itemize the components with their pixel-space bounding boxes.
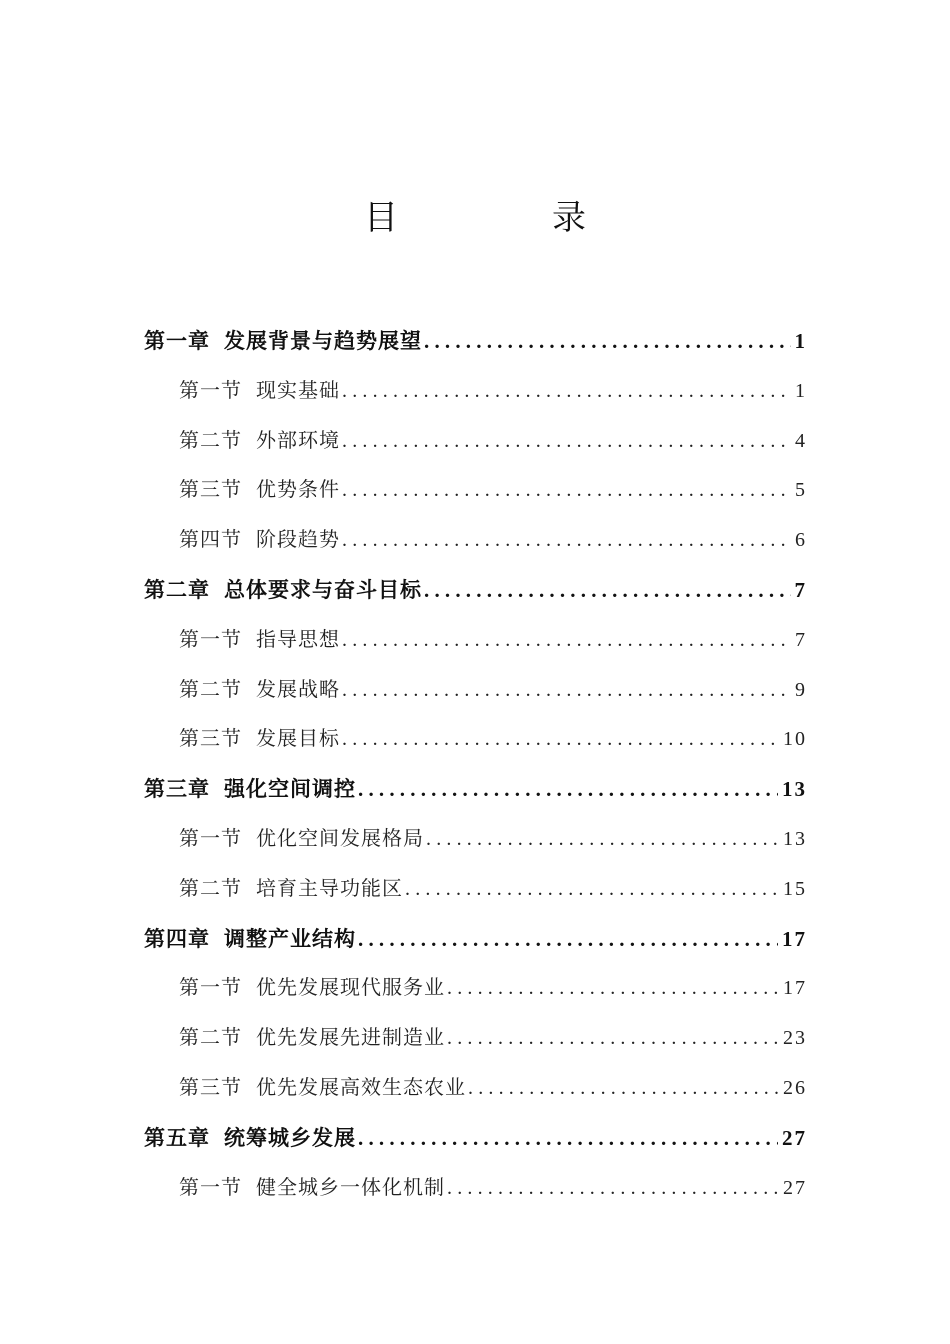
toc-page-number: 15 (783, 877, 807, 900)
toc-entry-number: 第二节 (179, 427, 242, 452)
toc-entry-title: 总体要求与奋斗目标 (224, 576, 422, 602)
toc-dot-leader (424, 566, 791, 615)
toc-dot-leader (342, 417, 791, 466)
toc-entry-number: 第二章 (144, 576, 210, 602)
toc-entry-number: 第三节 (179, 726, 242, 751)
toc-dot-leader (424, 317, 791, 366)
toc-section-entry[interactable] (144, 1163, 807, 1213)
toc-entry-title: 优先发展高效生态农业 (256, 1074, 466, 1099)
toc-entry-number: 第五章 (144, 1124, 210, 1150)
toc-page-number: 26 (783, 1076, 807, 1099)
toc-entry-number: 第三节 (179, 1074, 242, 1099)
toc-section-entry[interactable] (144, 1013, 807, 1063)
table-of-contents (144, 316, 807, 1212)
page-title: 目 录 (364, 198, 646, 238)
toc-dot-leader (447, 964, 779, 1013)
toc-entry-title: 统筹城乡发展 (224, 1124, 356, 1150)
toc-section-entry[interactable] (144, 465, 807, 515)
toc-entry-number: 第四节 (179, 527, 242, 552)
toc-chapter-entry[interactable] (144, 914, 807, 964)
toc-entry-title: 优先发展现代服务业 (256, 975, 445, 1000)
toc-section-entry[interactable] (144, 416, 807, 466)
toc-entry-title: 培育主导功能区 (256, 875, 403, 900)
toc-section-entry[interactable] (144, 714, 807, 764)
toc-dot-leader (358, 1114, 778, 1163)
toc-page-number: 5 (795, 479, 807, 502)
toc-entry-number: 第二节 (179, 676, 242, 701)
toc-dot-leader (358, 915, 778, 964)
toc-entry-title: 发展战略 (256, 676, 340, 701)
toc-page-number: 1 (795, 379, 807, 402)
toc-entry-title: 阶段趋势 (256, 527, 340, 552)
toc-page-number: 4 (795, 429, 807, 452)
toc-entry-number: 第一节 (179, 975, 242, 1000)
toc-section-entry[interactable] (144, 615, 807, 665)
toc-dot-leader (342, 367, 791, 416)
toc-section-entry[interactable] (144, 1063, 807, 1113)
toc-entry-title: 优化空间发展格局 (256, 825, 424, 850)
toc-entry-number: 第三节 (179, 477, 242, 502)
toc-chapter-entry[interactable] (144, 1113, 807, 1163)
toc-page-number: 6 (795, 529, 807, 552)
toc-entry-title: 强化空间调控 (224, 776, 356, 802)
toc-dot-leader (358, 765, 778, 814)
toc-dot-leader (342, 616, 791, 665)
toc-entry-title: 外部环境 (256, 427, 340, 452)
toc-page-number: 13 (783, 827, 807, 850)
toc-section-entry[interactable] (144, 963, 807, 1013)
toc-entry-title: 指导思想 (256, 626, 340, 651)
toc-page-number: 1 (794, 329, 807, 353)
toc-entry-number: 第一节 (179, 825, 242, 850)
toc-section-entry[interactable] (144, 814, 807, 864)
toc-page-number: 13 (782, 777, 807, 802)
toc-dot-leader (426, 815, 779, 864)
toc-entry-title: 优势条件 (256, 477, 340, 502)
toc-page-number: 7 (794, 577, 807, 602)
toc-dot-leader (342, 466, 791, 515)
toc-page-number: 10 (783, 728, 807, 751)
toc-section-entry[interactable] (144, 515, 807, 565)
toc-page-number: 23 (783, 1027, 807, 1050)
toc-section-entry[interactable] (144, 864, 807, 914)
toc-dot-leader (447, 1014, 779, 1063)
toc-entry-title: 现实基础 (256, 377, 340, 402)
toc-dot-leader (405, 865, 779, 914)
toc-entry-title: 优先发展先进制造业 (256, 1025, 445, 1050)
toc-section-entry[interactable] (144, 366, 807, 416)
toc-entry-number: 第一章 (144, 328, 210, 353)
toc-page-number: 9 (795, 678, 807, 701)
toc-entry-number: 第一节 (179, 626, 242, 651)
toc-dot-leader (447, 1164, 779, 1213)
toc-page-number: 27 (782, 1125, 807, 1150)
toc-page-number: 17 (782, 926, 807, 951)
toc-dot-leader (468, 1064, 779, 1113)
toc-chapter-entry[interactable] (144, 316, 807, 366)
toc-entry-title: 调整产业结构 (224, 925, 356, 951)
toc-entry-title: 健全城乡一体化机制 (256, 1174, 445, 1199)
toc-entry-number: 第一节 (179, 377, 242, 402)
toc-section-entry[interactable] (144, 665, 807, 715)
toc-entry-title: 发展目标 (256, 726, 340, 751)
toc-page-number: 27 (783, 1176, 807, 1199)
toc-entry-number: 第二节 (179, 875, 242, 900)
toc-entry-number: 第一节 (179, 1174, 242, 1199)
toc-page-number: 7 (795, 628, 807, 651)
toc-chapter-entry[interactable] (144, 565, 807, 615)
toc-entry-number: 第三章 (144, 776, 210, 802)
toc-dot-leader (342, 516, 791, 565)
toc-dot-leader (342, 715, 779, 764)
toc-entry-title: 发展背景与趋势展望 (224, 328, 422, 353)
toc-page-number: 17 (783, 977, 807, 1000)
toc-dot-leader (342, 666, 791, 715)
toc-entry-number: 第四章 (144, 925, 210, 951)
toc-chapter-entry[interactable] (144, 764, 807, 814)
toc-entry-number: 第二节 (179, 1025, 242, 1050)
